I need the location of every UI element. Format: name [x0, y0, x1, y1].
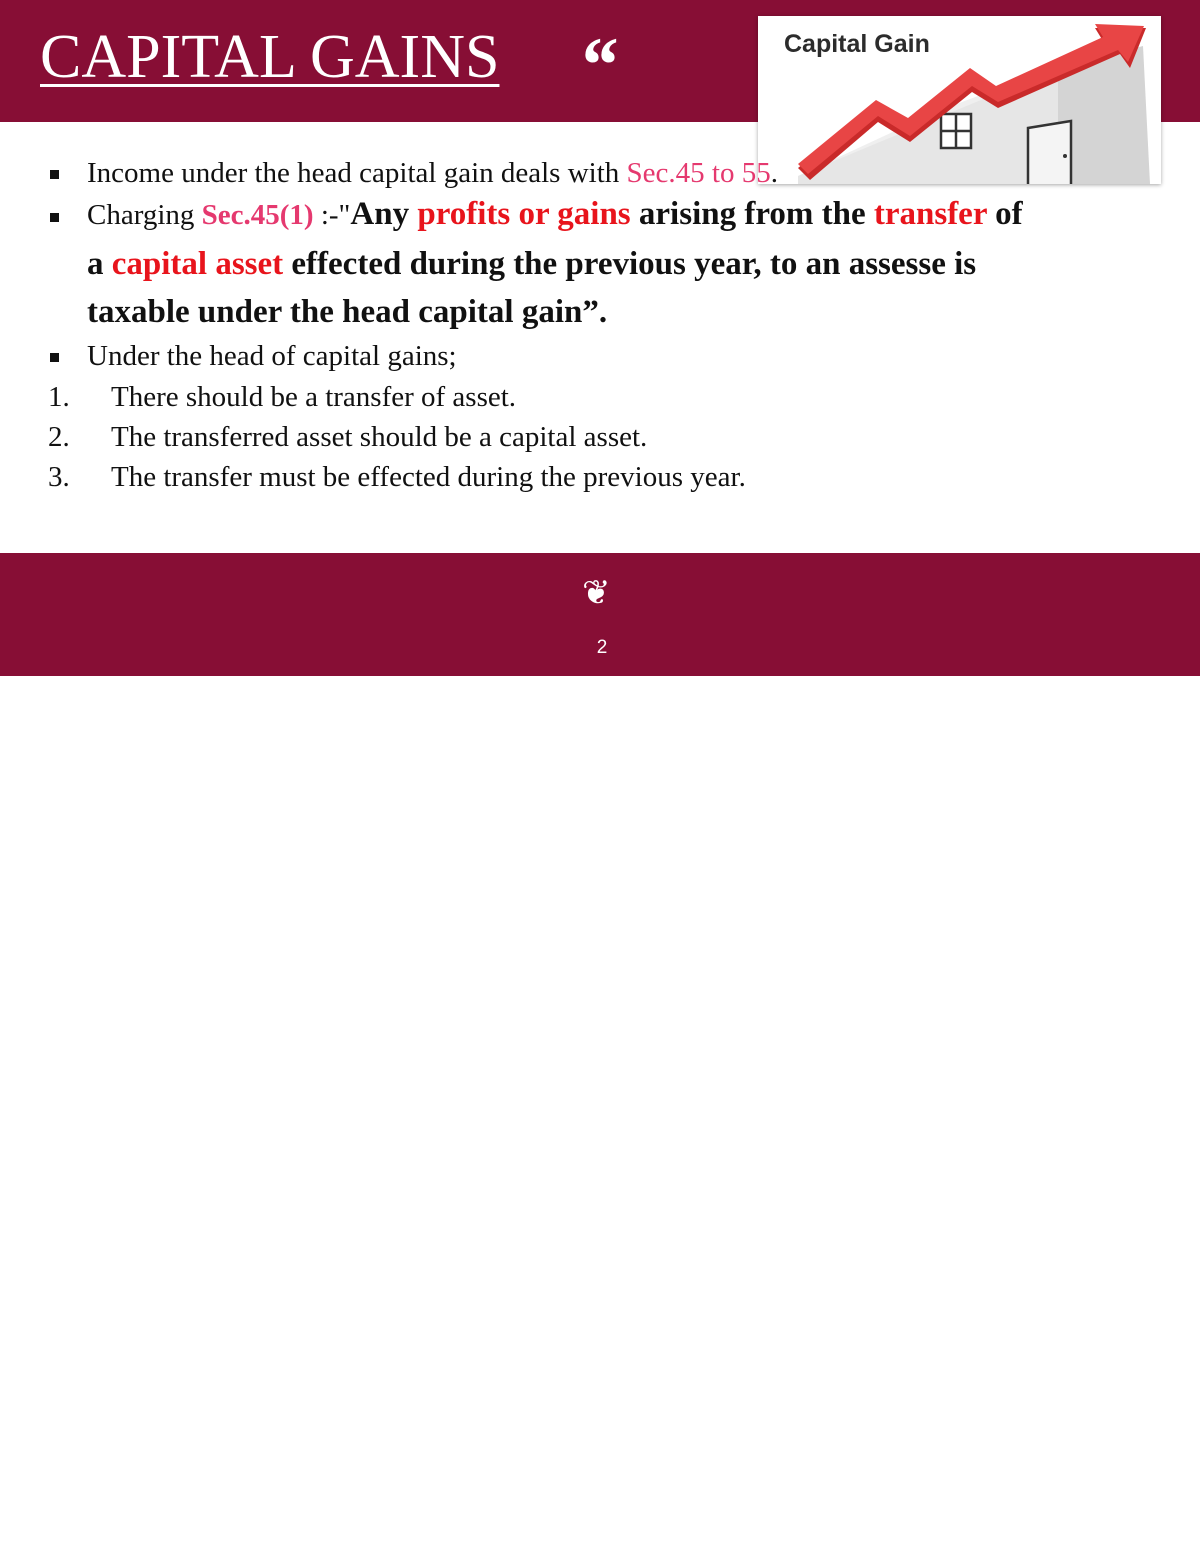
list-number-3: 3. — [48, 461, 70, 493]
door-icon — [1028, 121, 1071, 184]
list-number-2: 2. — [48, 421, 70, 453]
bullet-marker — [50, 213, 59, 222]
line2-b: effected during the previous year, to an assesse is — [283, 246, 977, 282]
illustration-caption: Capital Gain — [784, 30, 930, 58]
keyword-profits-gains: profits or gains — [417, 196, 631, 232]
list-item-1: There should be a transfer of asset. — [111, 381, 517, 413]
list-item-2: The transferred asset should be a capital asset. — [111, 421, 648, 453]
keyword-capital-asset: capital asset — [111, 246, 284, 282]
section-range: Sec.45 to 55 — [626, 157, 771, 189]
charging-line-2 — [87, 246, 976, 283]
page-number: 2 — [596, 637, 608, 658]
keyword-transfer: transfer — [873, 196, 987, 232]
bullet-charging-section — [87, 196, 1023, 233]
charging-prefix: Charging — [87, 199, 202, 231]
window-icon — [941, 114, 971, 148]
income-text: Income under the head capital gain deals with — [87, 157, 627, 189]
list-number-1: 1. — [48, 381, 70, 413]
quote-start: Any — [350, 196, 418, 232]
charging-line-3: taxable under the head capital gain”. — [87, 294, 608, 330]
bullet-income-head — [87, 157, 778, 190]
page-title: CAPITAL GAINS — [40, 23, 500, 91]
quote-mid1: arising from the — [630, 196, 874, 232]
charging-section: Sec.45(1) — [201, 199, 314, 231]
quote-mid2: of — [986, 196, 1023, 232]
charging-dash: :-" — [313, 199, 351, 231]
list-item-3: The transfer must be effected during the previous year. — [111, 461, 746, 493]
quote-mark: “ — [578, 21, 617, 108]
income-end: . — [770, 157, 778, 189]
bullet-under-head: Under the head of capital gains; — [87, 340, 457, 372]
floral-ornament-icon: ❦ — [582, 573, 611, 613]
line2-a: a — [87, 246, 112, 282]
bullet-marker — [50, 353, 59, 362]
bullet-marker — [50, 170, 59, 179]
capital-gain-illustration — [758, 16, 1161, 184]
